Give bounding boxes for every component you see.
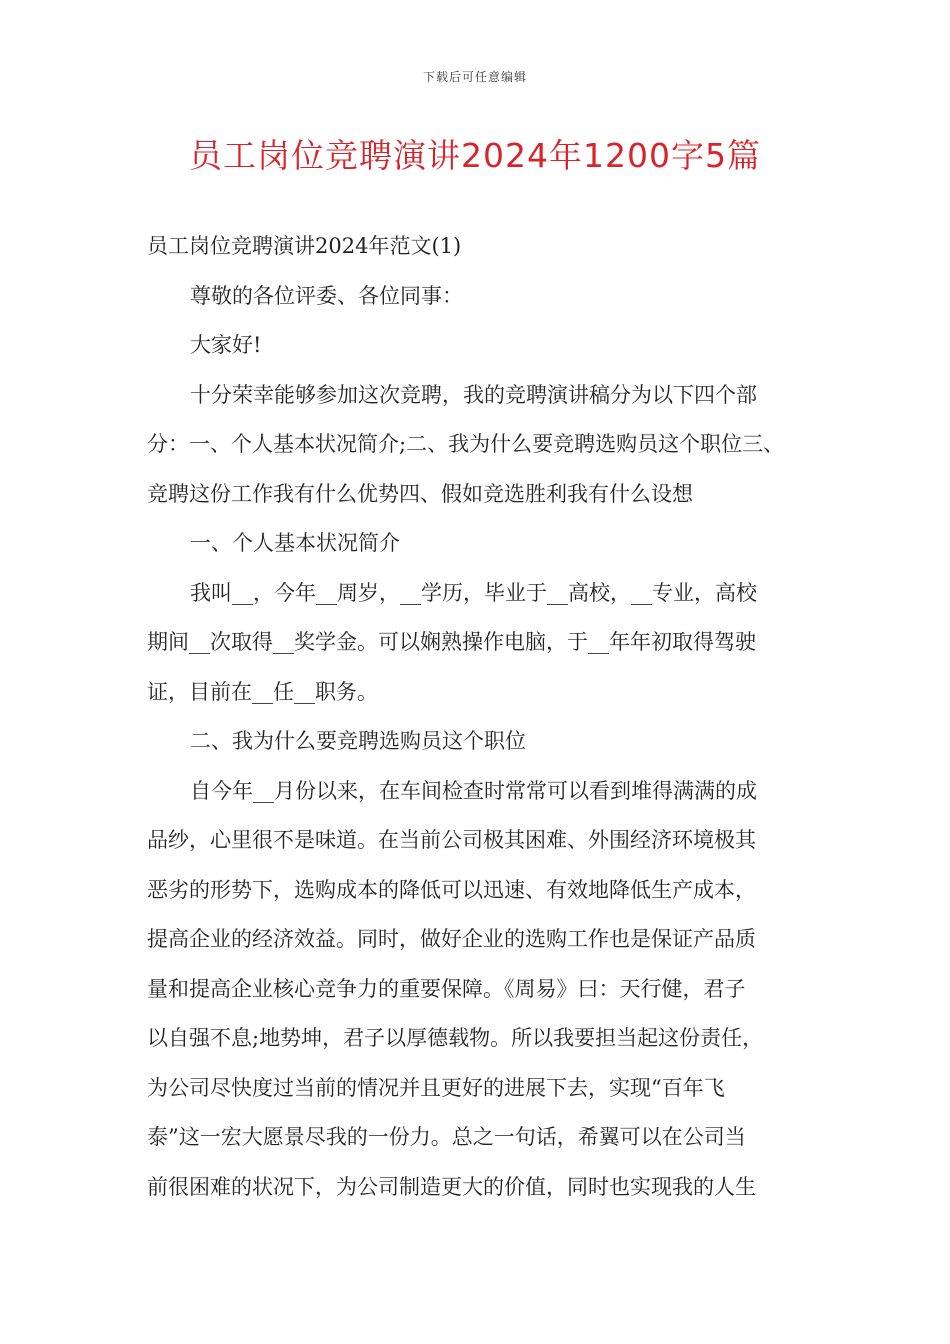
body-line: 尊敬的各位评委、各位同事： (190, 283, 463, 308)
body-line: 大家好! (190, 333, 262, 357)
body-line: 泰”这一宏大愿景尽我的一份力。总之一句话，希翼可以在公司当 (147, 1125, 746, 1149)
document-body (147, 222, 827, 1212)
body-line: 证，目前在__任__职务。 (147, 679, 378, 704)
body-line: 为公司尽快度过当前的情况并且更好的进展下去，实现“百年飞 (147, 1075, 725, 1100)
body-line: 我叫__，今年__周岁，__学历，毕业于__高校，__专业，高校 (190, 580, 757, 605)
section-heading: 一、个人基本状况简介 (190, 531, 400, 555)
body-line: 量和提高企业核心竞争力的重要保障。《周易》曰：天行健，君子 (147, 976, 746, 1001)
body-line: 恶劣的形势下，选购成本的降低可以迅速、有效地降低生产成本， (147, 877, 756, 902)
body-line: 自今年__月份以来，在车间检查时常常可以看到堆得满满的成 (190, 778, 757, 803)
body-line: 以自强不息;地势坤，君子以厚德载物。所以我要担当起这份责任， (147, 1026, 764, 1050)
body-line: 前很困难的状况下，为公司制造更大的价值，同时也实现我的人生 (147, 1174, 756, 1199)
body-line: 品纱，心里很不是味道。在当前公司极其困难、外围经济环境极其 (147, 828, 756, 852)
body-line: 提高企业的经济效益。同时，做好企业的选购工作也是保证产品质 (147, 927, 756, 951)
body-line: 分：一、个人基本状况简介;二、我为什么要竞聘选购员这个职位三、 (147, 432, 785, 456)
body-line: 十分荣幸能够参加这次竞聘，我的竞聘演讲稿分为以下四个部 (190, 382, 757, 407)
document-title: 员工岗位竞聘演讲2024年1200字5篇 (189, 136, 761, 175)
body-line: 期间__次取得__奖学金。可以娴熟操作电脑，于__年年初取得驾驶 (147, 630, 756, 654)
body-line: 竞聘这份工作我有什么优势四、假如竞选胜利我有什么设想 (147, 481, 693, 506)
header-note: 下载后可任意编辑 (422, 70, 527, 84)
section-heading: 二、我为什么要竞聘选购员这个职位 (190, 729, 526, 753)
body-line: 员工岗位竞聘演讲2024年范文(1) (147, 234, 462, 258)
